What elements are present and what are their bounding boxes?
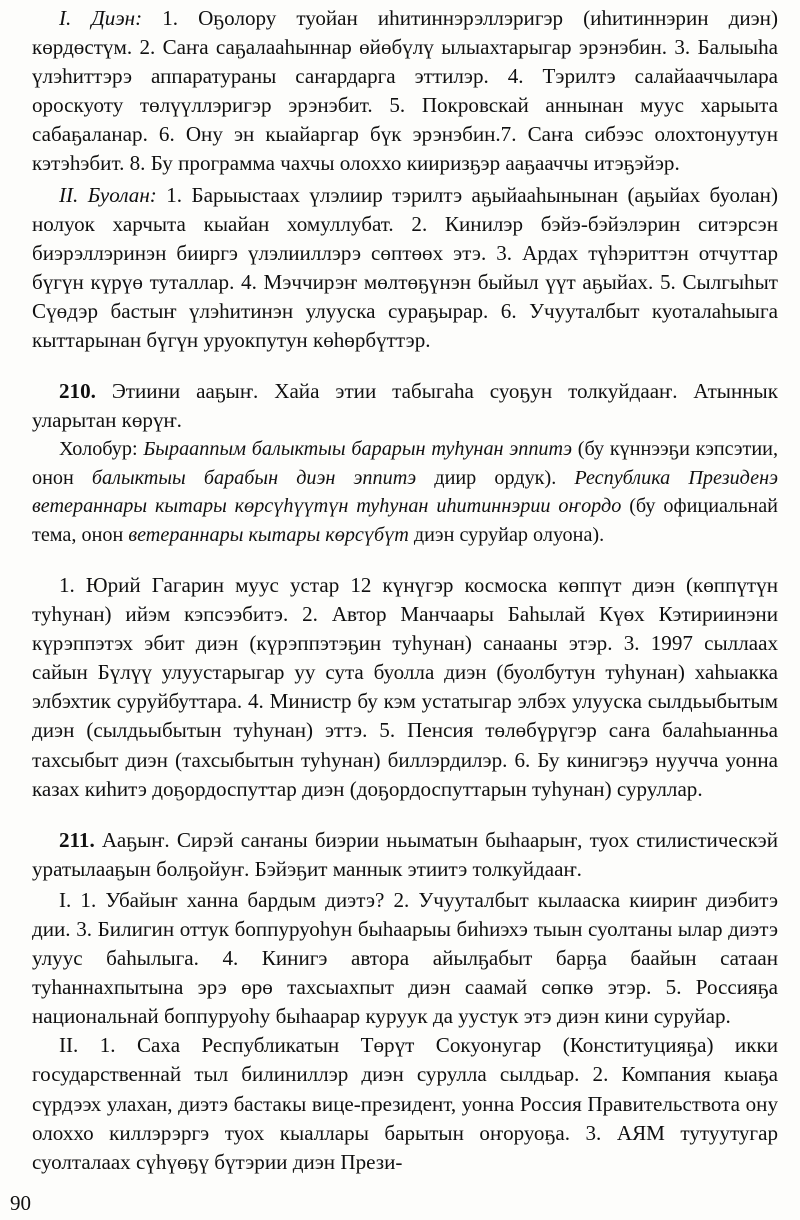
exercise-211-part-two-body: 1. Саха Республикатын Төрүт Сокуонугар (Конституцияҕа) икки государственнай тыл билиниллэр диэн сурулла сылдьар. 2. Компания кыаҕа сүрдээх улахан, диэтэ бастакы вице-президент, уонна Россия Правительствота ону олоххо киллэрэргэ туох кыаллары барытын оҥоруоҕа. 3. АЯМ тутуутугар суолталаах сүһүөҕү бүтэрии диэн Прези- (32, 1033, 778, 1174)
page-text-body (32, 4, 778, 1177)
part-keyword-buolan: Буолан: (87, 182, 157, 207)
part-one-body: 1. Оҕолору туойан иһитиннэрэллэригэр (иһитиннэрин диэн) көрдөстүм. 2. Саҥа саҕалааһыннар өйөбүлү ылыахтарыгар эрэнэбин. 3. Балыыһа үлэһиттэрэ аппаратураны саҥардарга эттилэр. 4. Тэрилтэ салайааччылара ороскуоту төлүүллэригэр эрэнэбит. 5. Покровскай аннынан муус харыыта сабаҕаланар. 6. Ону эн кыайаргар бүк эрэнэбин.7. Саҥа сибээс олохтонуутун кэтэһэбит. 8. Бу программа чахчы олоххо кииризҕэр ааҕааччы итэҕэйэр. (32, 6, 778, 176)
page-number: 90 (10, 1191, 31, 1215)
paragraph-exercise-210-items (32, 571, 778, 804)
paragraph-exercise-210-example (32, 435, 778, 549)
example-label: Холобур: (59, 438, 138, 461)
example-segment-3: балыктыы барабын диэн эппитэ (91, 466, 417, 489)
exercise-211-marker-roman-two: II. (59, 1033, 79, 1058)
example-segment-6: (бу официальнай тема, онон (32, 495, 778, 546)
example-segment-7: ветераннары кытары көрсүбүт (128, 523, 409, 546)
paragraph-exercise-211-part-two (32, 1031, 778, 1176)
example-segment-5: Республика Президенэ ветераннары кытары көрсүһүүтүн туһунан иһитиннэрии оҥордо (32, 466, 779, 518)
part-two-body: 1. Барыыстаах үлэлиир тэрилтэ аҕыйааһынынан (аҕыйах буолан) нолуок харчыта кыайан хомуллубат. 2. Кинилэр бэйэ-бэйэлэрин ситэрсэн биэрэллэринэн бииргэ үлэлииллэрэ сөптөөх этэ. 3. Ардах түһэриттэн отчуттар бүгүн күрүө туталлар. 4. Мэччирэҥ мөлтөҕүнэн быйыл үүт аҕыйах. 5. Сылгыһыт Сүөдэр бастыҥ үлэһитинэн улууска сураҕырар. 6. Учууталбыт куоталаһыыга кыттарынан бүгүн уруокпутун көһөрбүттэр. (32, 182, 778, 353)
paragraph-209-part-one (32, 4, 778, 179)
exercise-211-marker-roman-one: I. (59, 887, 72, 912)
paragraph-exercise-211-part-one (32, 886, 778, 1031)
paragraph-209-part-two (32, 181, 778, 356)
exercise-210-instruction-text: Этиини ааҕыҥ. Хайа этии табыгаһа суоҕун толкуйдааҥ. Атыннык уларытан көрүҥ. (32, 379, 778, 433)
paragraph-exercise-211-instruction (32, 826, 778, 884)
example-segment-8: диэн суруйар олуона). (408, 523, 605, 546)
example-segment-2: (бу күннээҕи кэпсэтии, онон (32, 438, 779, 489)
part-marker-roman-two: II. (59, 182, 79, 207)
exercise-211-instruction-text: Ааҕыҥ. Сирэй саҥаны биэрии ньыматын быһаарыҥ, туох стилистическэй уратылааҕын болҕойуҥ. Бэйэҕит маннык этиитэ толкуйдааҥ. (32, 827, 778, 881)
exercise-210-items-text: 1. Юрий Гагарин муус устар 12 күнүгэр космоска көппүт диэн (көппүтүн туһунан) ийэм кэпсээбитэ. 2. Автор Манчаары Баһылай Күөх Кэтириинэни күрэппэтэх эбит диэн (күрэппэтэҕин туһунан) санааны этэр. 3. 1997 сыллаах сайын Бүлүү улуустарыгар уу сута буолла диэн (буолбутун туһунан) хаһыакка элбэхтик суруйбуттара. 4. Министр бу кэм устатыгар элбэх улууска сылдьыбытым диэн (сылдьыбытын туһунан) эттэ. 5. Пенсия төлөбүрүгэр саҥа балаһыанньа тахсыбыт диэн (тахсыбытын туһунан) биллэрдилэр. 6. Бу кинигэҕэ нуучча уонна казах киһитэ доҕордоспуттар диэн (доҕордоспуттарын туһунан) суруллар. (32, 572, 778, 801)
exercise-211-part-one-body: 1. Убайыҥ ханна бардым диэтэ? 2. Учууталбыт кылааска киириҥ диэбитэ дии. 3. Билигин оттук боппуруоһун быһаарыы биһиэхэ тыын суолтаны ылар диэтэ улуус баһылыга. 4. Кинигэ автора айылҕабыт барҕа баайын сатаан туһаннахпытына эрэ өрө тахсыахпыт диэн саамай сөпкө этэр. 5. Россияҕа национальнай боппуруоһу быһаарар куруук да уустук этэ диэн кини суруйар. (32, 887, 779, 1029)
part-marker-roman-one: I. (59, 6, 72, 30)
example-segment-1: Бырааппым балыктыы барарын туһунан эппитэ (143, 438, 572, 461)
part-keyword-dien: Диэн: (91, 6, 143, 30)
exercise-number-211: 211. (59, 827, 95, 852)
paragraph-exercise-210-instruction (32, 377, 778, 435)
exercise-number-210: 210. (59, 379, 96, 404)
example-segment-4: диир ордук). (416, 466, 575, 489)
